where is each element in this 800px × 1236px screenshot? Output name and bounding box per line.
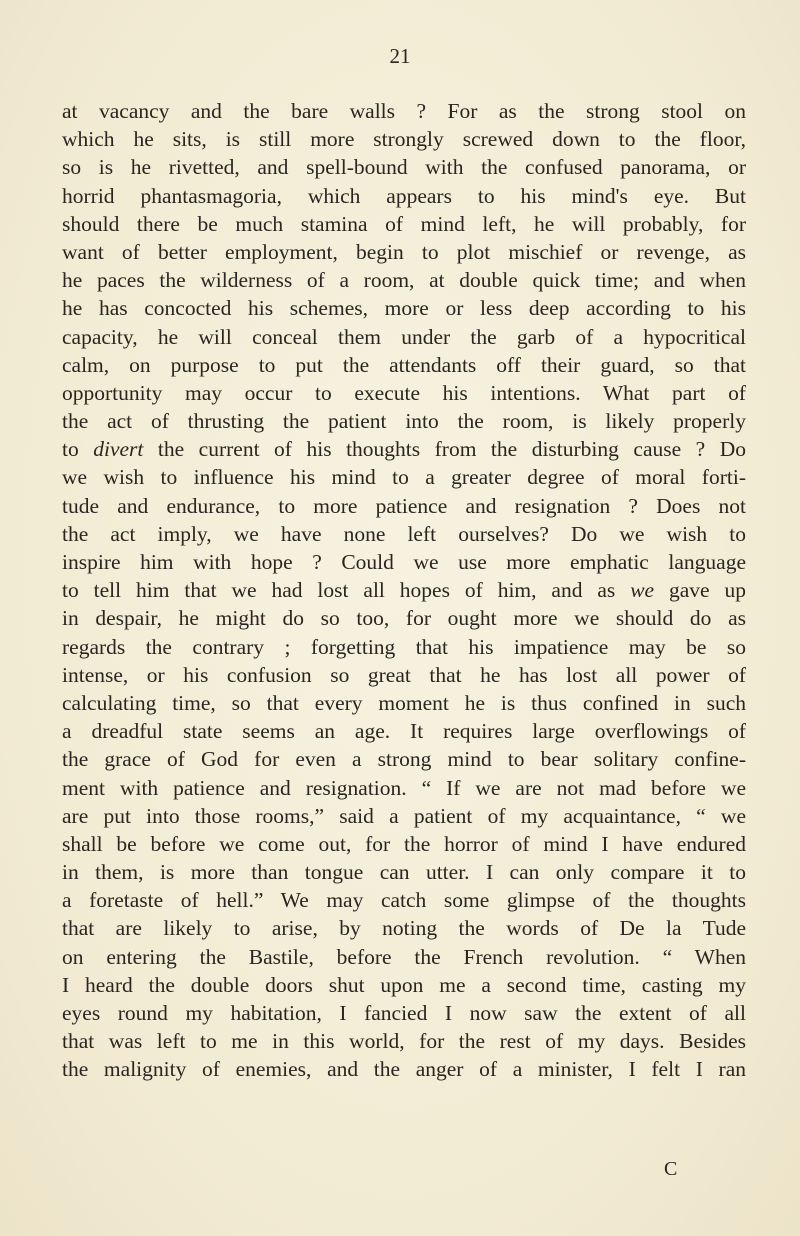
text-line: capacity, he will conceal them under the garb of a hypocritical — [62, 324, 746, 349]
text-line: tude and endurance, to more patience and resignation ? Does not — [62, 493, 746, 518]
text-line: in despair, he might do so too, for ought more we should do as — [62, 606, 746, 631]
text-line: shall be before we come out, for the horror of mind I have endured — [62, 831, 746, 856]
text-line: horrid phantasmagoria, which appears to his mind's eye. But — [62, 183, 746, 208]
text-line: eyes round my habitation, I fancied I now saw the extent of all — [62, 1001, 746, 1025]
text-line: to tell him that we had lost all hopes of him, and as we gave up — [62, 578, 746, 603]
text-line: on entering the Bastile, before the French revolution. “ When — [62, 944, 746, 969]
text-line: he has concocted his schemes, more or less deep according to his — [62, 296, 746, 321]
text-line: so is he rivetted, and spell-bound with the confused panorama, or — [62, 155, 746, 180]
text-line: that are likely to arise, by noting the words of De la Tude — [62, 916, 746, 941]
text-line: I heard the double doors shut upon me a second time, casting my — [62, 972, 746, 997]
text-line: at vacancy and the bare walls ? For as the strong stool on — [62, 99, 746, 123]
text-line: he paces the wilderness of a room, at double quick time; and when — [62, 268, 746, 293]
text-line: the act of thrusting the patient into the room, is likely properly — [62, 409, 746, 434]
text-line: which he sits, is still more strongly screwed down to the floor, — [62, 127, 746, 152]
text-line: should there be much stamina of mind left, he will probably, for — [62, 211, 746, 236]
text-line: inspire him with hope ? Could we use more emphatic language — [62, 550, 746, 574]
text-line: the act imply, we have none left ourselves? Do we wish to — [62, 521, 746, 546]
text-line: calm, on purpose to put the attendants off their guard, so that — [62, 352, 746, 377]
text-line: calculating time, so that every moment he is thus confined in such — [62, 690, 746, 715]
text-line: intense, or his confusion so great that he has lost all power of — [62, 662, 746, 687]
text-line: in them, is more than tongue can utter. I can only compare it to — [62, 860, 746, 885]
text-line: regards the contrary ; forgetting that his impatience may be so — [62, 634, 746, 659]
text-line: we wish to influence his mind to a greater degree of moral forti- — [62, 465, 746, 490]
text-line: opportunity may occur to execute his intentions. What part of — [62, 380, 746, 405]
text-line: want of better employment, begin to plot mischief or revenge, as — [62, 239, 746, 264]
page-number: 21 — [389, 44, 411, 68]
text-line: to divert the current of his thoughts from the disturbing cause ? Do — [62, 437, 746, 462]
body-text — [62, 97, 746, 1084]
text-line: that was left to me in this world, for the rest of my days. Besides — [62, 1029, 746, 1054]
text-line: are put into those rooms,” said a patient of my acquaintance, “ we — [62, 803, 746, 828]
text-line: a foretaste of hell.” We may catch some glimpse of the thoughts — [62, 888, 746, 913]
text-line: the malignity of enemies, and the anger of a minister, I felt I ran — [62, 1057, 746, 1082]
text-line: the grace of God for even a strong mind to bear solitary confine- — [62, 747, 746, 772]
text-line: ment with patience and resignation. “ If we are not mad before we — [62, 775, 746, 800]
text-line: a dreadful state seems an age. It requires large overflowings of — [62, 719, 746, 744]
signature-mark: C — [664, 1158, 678, 1180]
